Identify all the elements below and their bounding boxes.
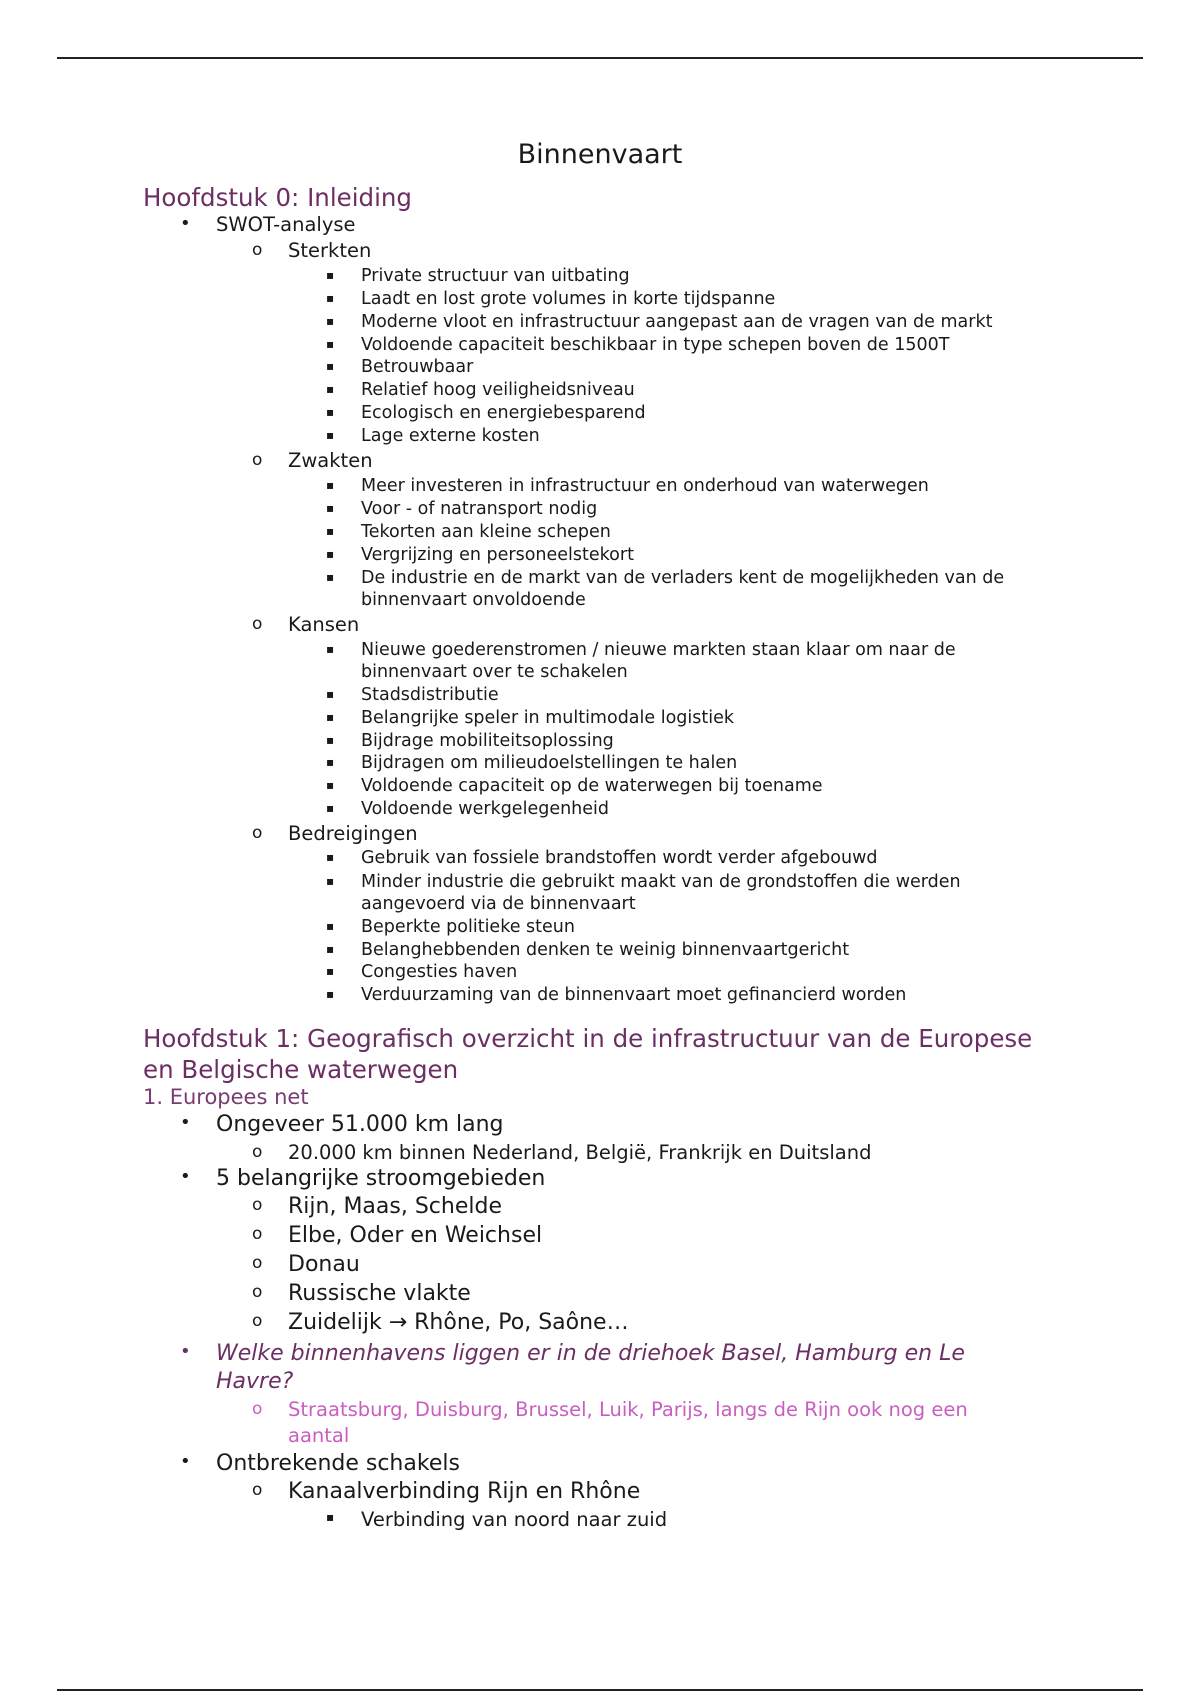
square-marker: ▪	[326, 501, 335, 515]
square-marker: ▪	[326, 405, 335, 419]
square-marker: ▪	[326, 778, 335, 792]
list-item: ▪ Bijdrage mobiliteitsoplossing	[326, 731, 614, 751]
list-item: ▪ Belanghebbenden denken te weinig binnenvaartgericht	[326, 940, 850, 960]
list-item-kansen	[252, 613, 360, 636]
square-marker: ▪	[326, 268, 335, 282]
square-marker: ▪	[326, 291, 335, 305]
square-marker: ▪	[326, 733, 335, 747]
square-marker: ▪	[326, 642, 335, 656]
list-item-zwakten	[252, 449, 373, 472]
list-item: ▪ Gebruik van fossiele brandstoffen wordt verder afgebouwd	[326, 848, 878, 868]
square-marker: ▪	[326, 874, 335, 888]
square-marker: ▪	[326, 359, 335, 373]
bullet-marker: •	[180, 1451, 191, 1472]
square-marker: ▪	[326, 428, 335, 442]
square-marker: ▪	[326, 942, 335, 956]
list-item-missing-links: • Ontbrekende schakels	[180, 1451, 460, 1476]
square-marker: ▪	[326, 850, 335, 864]
square-marker: ▪	[326, 687, 335, 701]
list-item: ▪ De industrie en de markt van de verladers kent de mogelijkheden van de	[326, 568, 1005, 588]
list-item: ▪ Verduurzaming van de binnenvaart moet gefinancierd worden	[326, 985, 907, 1005]
list-item: ▪ Congesties haven	[326, 962, 518, 982]
circle-marker: o	[252, 1142, 263, 1162]
chapter-0-heading: Hoofdstuk 0: Inleiding	[143, 183, 412, 212]
bullet-marker: •	[180, 1166, 191, 1187]
question-continuation: Havre?	[216, 1369, 294, 1394]
list-item: o Donau	[252, 1252, 360, 1277]
square-marker: ▪	[326, 919, 335, 933]
circle-marker: o	[252, 1253, 263, 1273]
list-item: o Rijn, Maas, Schelde	[252, 1194, 502, 1219]
square-marker: ▪	[326, 478, 335, 492]
list-item: ▪ Lage externe kosten	[326, 426, 540, 446]
header-rule	[57, 57, 1143, 59]
list-item-continuation: binnenvaart onvoldoende	[361, 590, 586, 610]
list-item-swot	[180, 213, 356, 236]
chapter-1-heading-line2: en Belgische waterwegen	[143, 1055, 459, 1084]
section-heading-europees-net: 1. Europees net	[143, 1085, 309, 1109]
list-item: ▪ Nieuwe goederenstromen / nieuwe markten staan klaar om naar de	[326, 640, 956, 660]
list-item-sterkten	[252, 239, 372, 262]
list-item: o Kanaalverbinding Rijn en Rhône	[252, 1479, 641, 1504]
list-item-text: Bedreigingen	[288, 822, 418, 845]
question-item: • Welke binnenhavens liggen er in de driehoek Basel, Hamburg en Le	[180, 1341, 965, 1366]
list-item: ▪ Moderne vloot en infrastructuur aangepast aan de vragen van de markt	[326, 312, 993, 332]
square-marker: ▪	[326, 547, 335, 561]
list-item: ▪ Stadsdistributie	[326, 685, 499, 705]
square-marker: ▪	[326, 987, 335, 1001]
square-marker: ▪	[326, 1510, 335, 1524]
list-item-text: Zwakten	[288, 449, 373, 472]
circle-marker: o	[252, 1399, 263, 1419]
list-item: ▪ Voor - of natransport nodig	[326, 499, 598, 519]
list-item: o 20.000 km binnen Nederland, België, Frankrijk en Duitsland	[252, 1141, 872, 1164]
list-item: ▪ Voldoende werkgelegenheid	[326, 799, 609, 819]
list-item-text: Sterkten	[288, 239, 372, 262]
circle-marker: o	[252, 823, 263, 843]
list-item-continuation: aangevoerd via de binnenvaart	[361, 894, 636, 914]
list-item: ▪ Verbinding van noord naar zuid	[326, 1508, 668, 1531]
footer-rule	[57, 1689, 1143, 1691]
square-marker: ▪	[326, 710, 335, 724]
answer-continuation: aantal	[288, 1424, 350, 1447]
circle-marker: o	[252, 614, 263, 634]
list-item: ▪ Ecologisch en energiebesparend	[326, 403, 646, 423]
circle-marker: o	[252, 240, 263, 260]
list-item: ▪ Vergrijzing en personeelstekort	[326, 545, 634, 565]
list-item: ▪ Minder industrie die gebruikt maakt van de grondstoffen die werden	[326, 872, 961, 892]
list-item: o Elbe, Oder en Weichsel	[252, 1223, 543, 1248]
square-marker: ▪	[326, 337, 335, 351]
list-item: ▪ Beperkte politieke steun	[326, 917, 575, 937]
circle-marker: o	[252, 1282, 263, 1302]
square-marker: ▪	[326, 755, 335, 769]
square-marker: ▪	[326, 314, 335, 328]
circle-marker: o	[252, 1224, 263, 1244]
bullet-marker: •	[180, 1112, 191, 1133]
chapter-1-heading-line1: Hoofdstuk 1: Geografisch overzicht in de infrastructuur van de Europese	[143, 1024, 1033, 1053]
list-item: o Russische vlakte	[252, 1281, 471, 1306]
square-marker: ▪	[326, 524, 335, 538]
circle-marker: o	[252, 1311, 263, 1331]
document-title: Binnenvaart	[517, 139, 683, 170]
square-marker: ▪	[326, 801, 335, 815]
circle-marker: o	[252, 450, 263, 470]
circle-marker: o	[252, 1480, 263, 1500]
square-marker: ▪	[326, 964, 335, 978]
list-item-length: • Ongeveer 51.000 km lang	[180, 1112, 504, 1137]
list-item: ▪ Private structuur van uitbating	[326, 266, 630, 286]
bullet-marker: •	[180, 213, 191, 234]
list-item-bedreigingen	[252, 822, 418, 845]
circle-marker: o	[252, 1195, 263, 1215]
list-item: ▪ Belangrijke speler in multimodale logistiek	[326, 708, 734, 728]
list-item: ▪ Relatief hoog veiligheidsniveau	[326, 380, 635, 400]
bullet-marker: •	[180, 1341, 191, 1362]
list-item: ▪ Tekorten aan kleine schepen	[326, 522, 611, 542]
list-item: ▪ Laadt en lost grote volumes in korte tijdspanne	[326, 289, 776, 309]
list-item: ▪ Meer investeren in infrastructuur en onderhoud van waterwegen	[326, 476, 929, 496]
list-item-basins: • 5 belangrijke stroomgebieden	[180, 1166, 546, 1191]
list-item: ▪ Betrouwbaar	[326, 357, 474, 377]
list-item-continuation: binnenvaart over te schakelen	[361, 662, 628, 682]
square-marker: ▪	[326, 570, 335, 584]
list-item: ▪ Voldoende capaciteit beschikbaar in type schepen boven de 1500T	[326, 335, 950, 355]
list-item: ▪ Bijdragen om milieudoelstellingen te halen	[326, 753, 738, 773]
list-item-text: SWOT-analyse	[216, 213, 356, 236]
square-marker: ▪	[326, 382, 335, 396]
list-item-text: Kansen	[288, 613, 360, 636]
list-item: ▪ Voldoende capaciteit op de waterwegen bij toename	[326, 776, 823, 796]
list-item: o Zuidelijk → Rhône, Po, Saône…	[252, 1310, 629, 1335]
answer-item: o Straatsburg, Duisburg, Brussel, Luik, Parijs, langs de Rijn ook nog een	[252, 1398, 968, 1421]
